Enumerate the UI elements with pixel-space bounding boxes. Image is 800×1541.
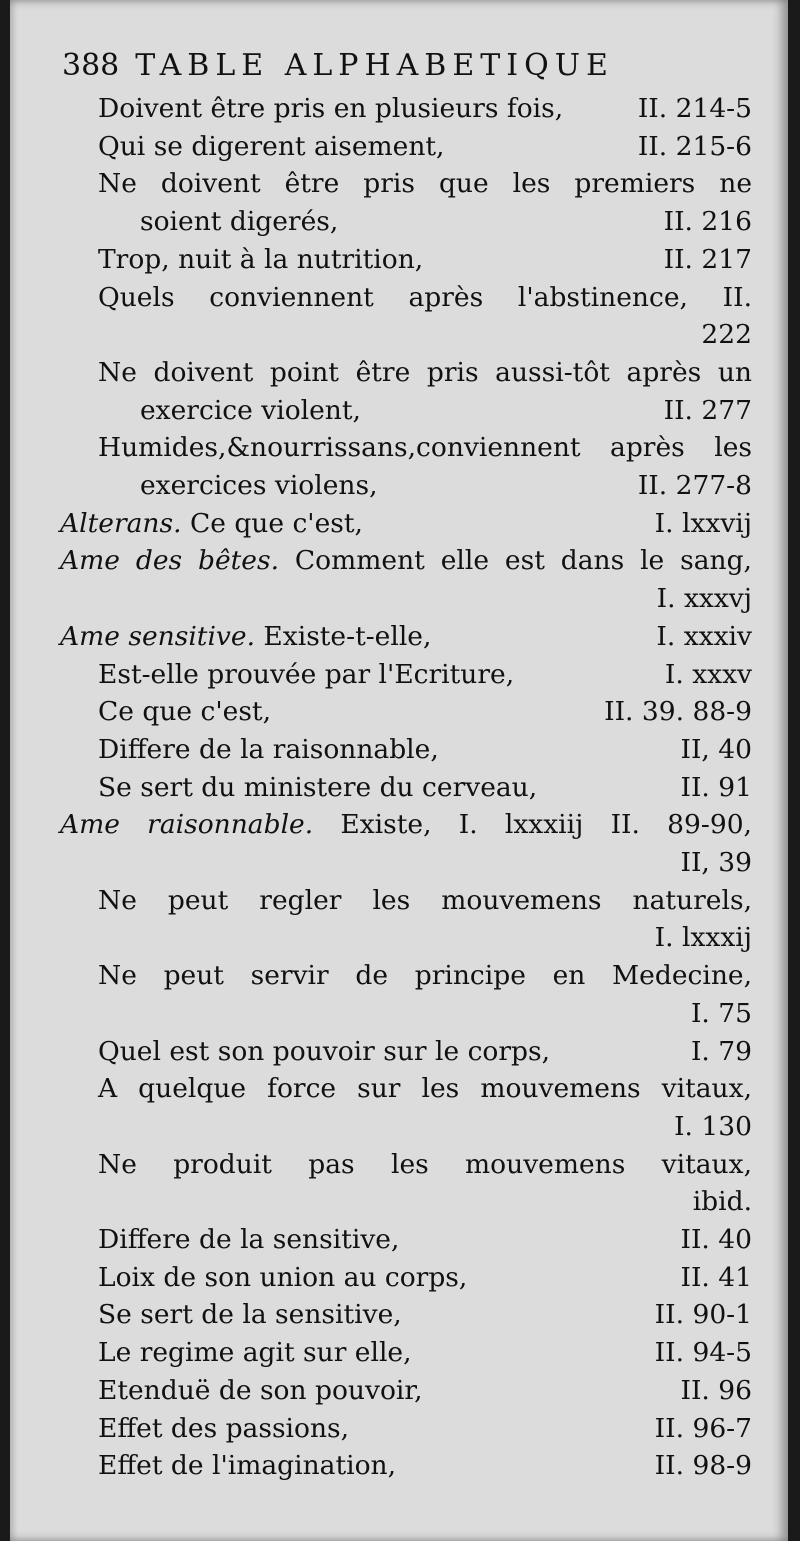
entry-text — [140, 203, 338, 241]
index-line — [10, 279, 752, 317]
index-line — [10, 1146, 752, 1184]
entry-text — [60, 505, 363, 543]
entry-text — [98, 90, 563, 128]
index-line — [10, 1183, 752, 1221]
entry-headword: Ame raisonnable. — [60, 809, 314, 841]
index-line — [10, 806, 752, 844]
entry-text — [98, 241, 423, 279]
entry-body: Differe de la sensitive, — [98, 1224, 400, 1255]
entry-reference: I. 79 — [690, 1035, 752, 1067]
index-line — [10, 392, 752, 430]
index-line — [10, 467, 752, 505]
index-line — [10, 128, 752, 166]
entry-text — [140, 467, 378, 505]
entry-body: exercices violens, — [140, 470, 378, 501]
entry-reference: I. xxxiv — [656, 620, 752, 652]
entry-body: Se sert du ministere du cerveau, — [98, 771, 538, 803]
entry-reference: II. 96 — [680, 1374, 752, 1406]
index-line — [10, 241, 752, 279]
index-line — [10, 354, 752, 392]
index-line — [10, 995, 752, 1033]
entry-text — [98, 354, 752, 392]
entry-reference: I. 75 — [690, 997, 752, 1029]
entry-reference: II. 215-6 — [637, 130, 752, 162]
entry-text — [98, 1146, 752, 1184]
entry-reference: 222 — [701, 319, 752, 351]
entry-text — [98, 1410, 349, 1448]
entry-body: Effet des passions, — [98, 1412, 350, 1444]
entry-headword: Ame sensitive. — [60, 620, 255, 652]
entry-body: Se sert de la sensitive, — [98, 1299, 402, 1331]
entry-reference: I. 130 — [674, 1110, 752, 1142]
entry-body: Existe-t-elle, — [255, 620, 432, 652]
entry-text — [98, 882, 752, 920]
entry-text — [98, 165, 752, 203]
entry-body: Ne doivent être pris que les premiers ne — [98, 168, 752, 200]
entry-text — [98, 656, 514, 694]
entry-text — [98, 1296, 402, 1334]
entry-reference: II, 39 — [680, 847, 752, 878]
entry-body: Effet de l'imagination, — [98, 1450, 397, 1482]
index-line — [10, 1221, 752, 1259]
entry-body: Est-elle prouvée par l'Ecriture, — [98, 658, 515, 690]
entry-body: Differe de la raisonnable, — [98, 733, 439, 765]
entry-text — [98, 731, 439, 769]
entry-reference: II. 90-1 — [654, 1299, 752, 1331]
entry-text — [98, 1221, 399, 1259]
page-number: 388 — [62, 48, 120, 83]
index-line — [10, 693, 752, 731]
entry-reference: II. 41 — [680, 1261, 752, 1293]
entry-body: Ne peut servir de principe en Medecine, — [98, 960, 752, 992]
entry-body: soient digerés, — [140, 206, 339, 238]
entry-body: Ne peut regler les mouvemens naturels, — [98, 884, 752, 916]
entry-text — [98, 1070, 752, 1108]
entry-reference: II. 91 — [680, 771, 752, 803]
entry-text — [98, 1334, 412, 1372]
entry-text — [98, 429, 752, 467]
entry-reference: II. 277-8 — [637, 470, 752, 501]
entry-reference: II. 98-9 — [654, 1450, 752, 1482]
entry-text — [60, 618, 431, 656]
entry-text — [60, 542, 752, 580]
index-line — [10, 919, 752, 957]
entry-text — [60, 806, 752, 844]
index-line — [10, 769, 752, 807]
index-line — [10, 882, 752, 920]
index-line — [10, 1070, 752, 1108]
entry-body: A quelque force sur les mouvemens vitaux, — [98, 1073, 752, 1105]
entry-text — [98, 769, 537, 807]
index-line — [10, 316, 752, 354]
entry-reference: II. 217 — [663, 243, 752, 275]
index-line — [10, 618, 752, 656]
entry-reference: II. 214-5 — [637, 93, 752, 124]
page-title: TABLE ALPHABETIQUE — [135, 48, 614, 83]
entry-body: Ce que c'est, — [98, 696, 272, 728]
entry-reference: ibid. — [692, 1186, 752, 1218]
entry-text — [98, 957, 752, 995]
index-line — [10, 542, 752, 580]
entry-text — [140, 392, 361, 430]
entry-reference: II. 40 — [680, 1224, 752, 1255]
index-line — [10, 203, 752, 241]
entry-body: Qui se digerent aisement, — [98, 130, 445, 162]
index-line — [10, 1296, 752, 1334]
index-line — [10, 1259, 752, 1297]
index-line — [10, 505, 752, 543]
index-line — [10, 580, 752, 618]
index-line — [10, 731, 752, 769]
entry-text — [98, 128, 444, 166]
entry-body: Le regime agit sur elle, — [98, 1337, 412, 1369]
entry-reference: I. lxxxij — [654, 922, 752, 954]
index-line — [10, 844, 752, 882]
index-line — [10, 429, 752, 467]
entry-reference: II. 96-7 — [654, 1412, 752, 1444]
entry-text — [98, 1447, 396, 1485]
entry-text — [98, 1372, 423, 1410]
index-line — [10, 1108, 752, 1146]
index-line — [10, 1410, 752, 1448]
index-line — [10, 1334, 752, 1372]
entry-body: Trop, nuit à la nutrition, — [98, 243, 424, 275]
entry-body: Quels conviennent après l'abstinence, II. — [98, 281, 752, 313]
entry-reference: I. lxxvij — [654, 507, 752, 539]
entry-text — [98, 279, 752, 317]
index-line — [10, 656, 752, 694]
entry-body: Etenduë de son pouvoir, — [98, 1374, 423, 1406]
entry-text — [98, 1033, 550, 1071]
entry-body: exercice violent, — [140, 394, 361, 426]
entry-reference: II. 39. 88-9 — [604, 696, 752, 728]
entry-headword: Alterans. — [60, 507, 182, 539]
entry-reference: I. xxxv — [664, 658, 752, 690]
entry-reference: II. 94-5 — [654, 1337, 752, 1369]
index-line — [10, 957, 752, 995]
entry-body: Ce que c'est, — [181, 507, 363, 539]
entry-text — [98, 693, 271, 731]
index-line — [10, 1033, 752, 1071]
entry-body: Humides,&nourrissans,conviennent après les — [98, 432, 752, 464]
index-line — [10, 90, 752, 128]
index-line — [10, 1372, 752, 1410]
index-line — [10, 1447, 752, 1485]
entry-reference: II, 40 — [680, 733, 752, 765]
index-line — [10, 165, 752, 203]
entry-body: Ne doivent point être pris aussi-tôt après un — [98, 356, 752, 388]
entry-body: Existe, I. lxxxiij II. 89-90, — [313, 809, 752, 841]
book-page — [10, 0, 788, 1541]
entry-body: Quel est son pouvoir sur le corps, — [98, 1035, 551, 1067]
entry-body: Doivent être pris en plusieurs fois, — [98, 93, 564, 124]
entry-reference: II. 216 — [663, 206, 752, 238]
entry-text — [98, 1259, 467, 1297]
entry-reference: II. 277 — [663, 394, 752, 426]
entry-headword: Ame des bêtes. — [60, 545, 279, 577]
entry-reference: I. xxxvj — [656, 583, 752, 615]
entry-body: Comment elle est dans le sang, — [279, 545, 752, 577]
entry-body: Loix de son union au corps, — [98, 1261, 468, 1293]
entry-body: Ne produit pas les mouvemens vitaux, — [98, 1148, 752, 1180]
